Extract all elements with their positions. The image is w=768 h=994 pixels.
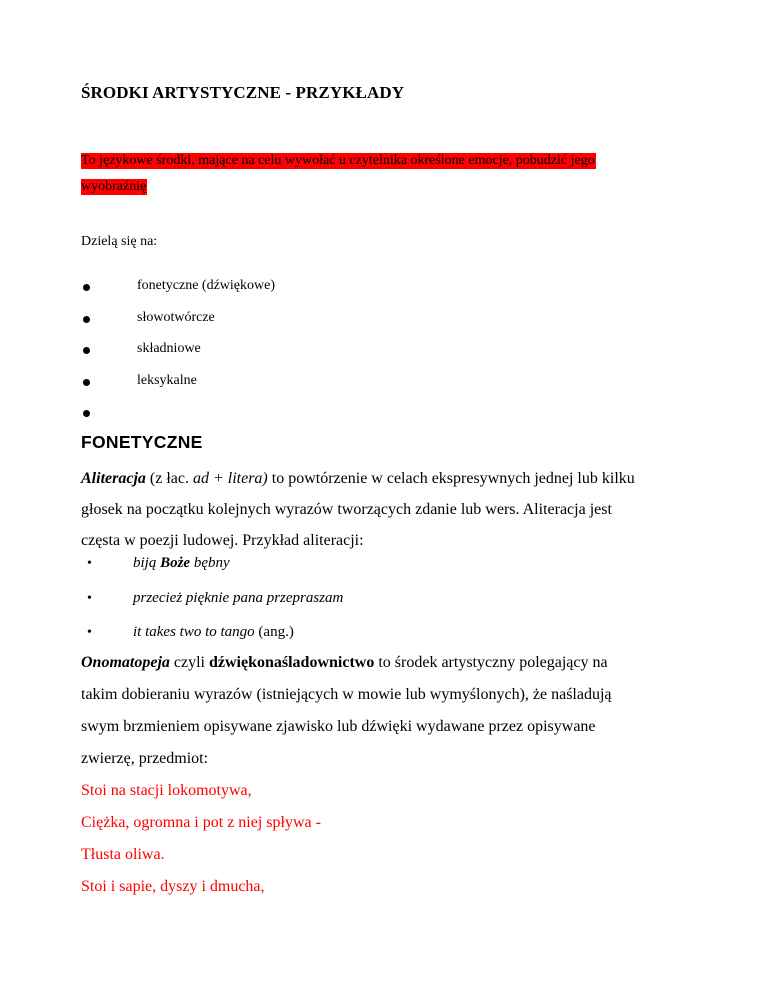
- onomatopeja-synonym: dźwiękonaśladownictwo: [208, 654, 375, 671]
- bullet-dot-icon: [83, 284, 90, 291]
- aliteracja-line-1-rest: to powtórzenie w celach ekspresywnych jednej lub kilku: [267, 470, 635, 487]
- bullet-dot-icon: [83, 410, 90, 417]
- onomatopeja-line-2: takim dobieraniu wyrazów (istniejących w mowie lub wymyślonych), że naśladują: [81, 686, 612, 703]
- aliteracja-origin-prefix: (z łac.: [145, 470, 193, 487]
- intro-line-1: [81, 152, 596, 170]
- poem-line: Tłusta oliwa.: [81, 846, 165, 863]
- aliteracja-origin: ad + litera): [192, 470, 268, 487]
- aliteracja-line-3: częsta w poezji ludowej. Przykład aliteracji:: [81, 532, 364, 549]
- aliteracja-term: Aliteracja: [81, 470, 146, 487]
- poem-line: Stoi i sapie, dyszy i dmucha,: [81, 878, 265, 895]
- poem-line: Stoi na stacji lokomotywa,: [81, 782, 252, 799]
- intro-highlight-2: wyobraźnię: [81, 179, 147, 194]
- example-bullet: •: [87, 591, 92, 606]
- example-suffix: (ang.): [254, 624, 294, 640]
- aliteracja-line-1: [81, 470, 635, 488]
- intro-line-2: [81, 178, 147, 196]
- onomatopeja-line-4: zwierzę, przedmiot:: [81, 750, 209, 767]
- example-item: [133, 624, 294, 641]
- example-item: [133, 555, 230, 572]
- category-item: słowotwórcze: [137, 310, 215, 325]
- category-item: składniowe: [137, 341, 201, 356]
- example-bold: Boże: [160, 555, 191, 571]
- example-item: [133, 590, 343, 607]
- category-item: leksykalne: [137, 373, 197, 388]
- category-item: fonetyczne (dźwiękowe): [137, 278, 275, 293]
- example-text: bębny: [190, 555, 230, 571]
- example-text: biją: [133, 555, 161, 571]
- bullet-dot-icon: [83, 379, 90, 386]
- onomatopeja-line-1: [81, 654, 608, 672]
- onomatopeja-line-3: swym brzmieniem opisywane zjawisko lub dźwięki wydawane przez opisywane: [81, 718, 596, 735]
- onomatopeja-connector: czyli: [169, 654, 209, 671]
- onomatopeja-line-1-rest: to środek artystyczny polegający na: [374, 654, 608, 671]
- aliteracja-line-2: głosek na początku kolejnych wyrazów tworzących zdanie lub wers. Aliteracja jest: [81, 501, 612, 518]
- example-bullet: •: [87, 556, 92, 571]
- page-title: ŚRODKI ARTYSTYCZNE - PRZYKŁADY: [81, 83, 405, 102]
- categories-label: Dzielą się na:: [81, 234, 158, 249]
- bullet-dot-icon: [83, 347, 90, 354]
- poem-line: Ciężka, ogromna i pot z niej spływa -: [81, 814, 321, 831]
- example-bullet: •: [87, 625, 92, 640]
- bullet-dot-icon: [83, 316, 90, 323]
- onomatopeja-term: Onomatopeja: [81, 654, 170, 671]
- example-text: przecież pięknie pana przepraszam: [133, 590, 344, 606]
- example-text: it takes two to tango: [133, 624, 255, 640]
- intro-highlight-1: To językowe środki, mające na celu wywołać u czytelnika określone emocje, pobudzić jego: [81, 153, 595, 168]
- section-heading: FONETYCZNE: [81, 432, 203, 452]
